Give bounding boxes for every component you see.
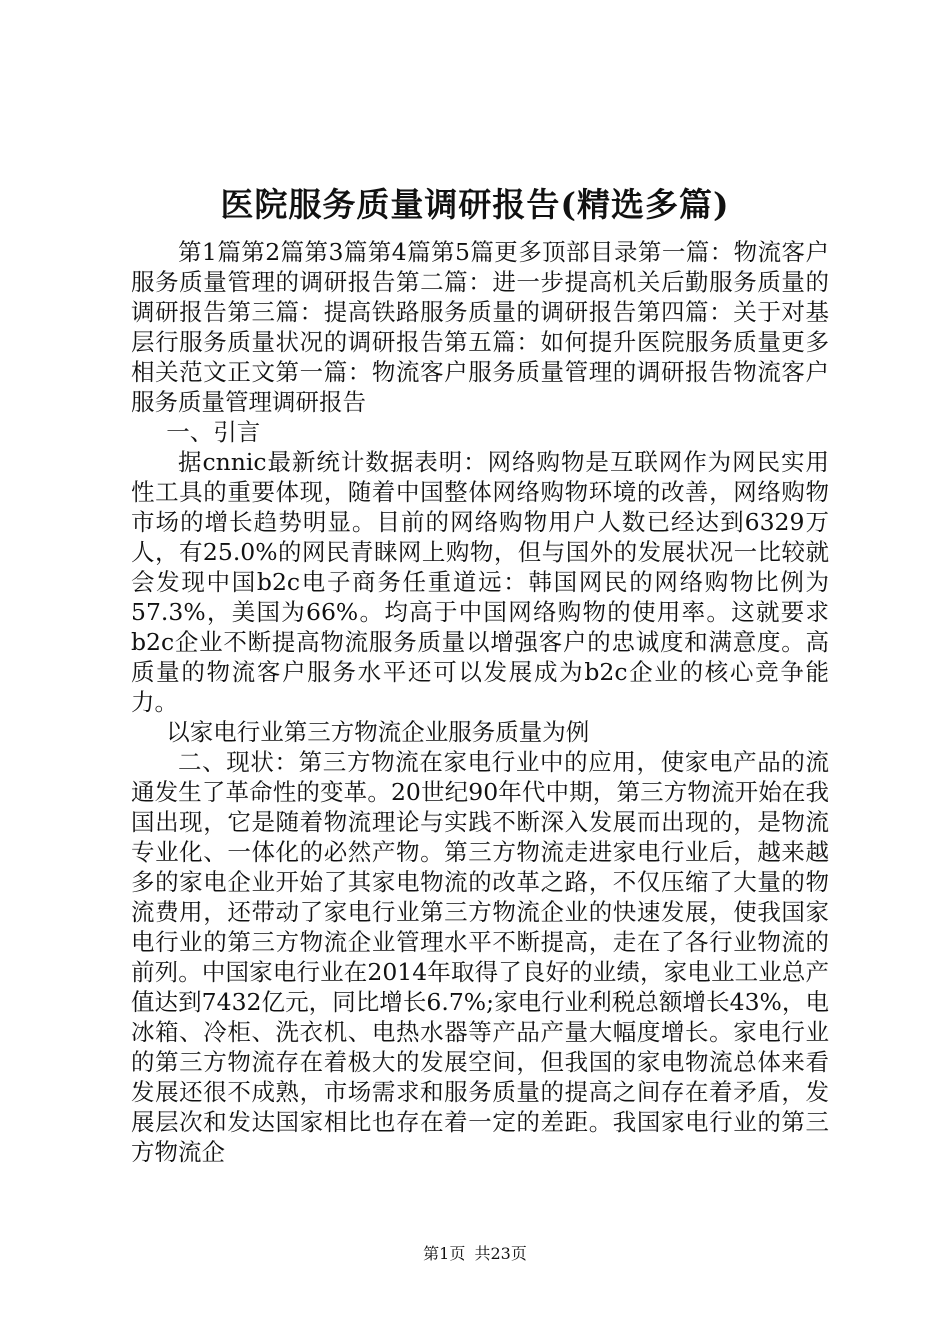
page-footer <box>0 1244 950 1264</box>
paragraph-example-heading: 以家电行业第三方物流企业服务质量为例 <box>166 718 590 746</box>
paragraph-status: 二、现状：第三方物流在家电行业中的应用，使家电产品的流通发生了革命性的变革。20世纪90年代中期，第三方物流开始在我国出现，它是随着物流理论与实践不断深入发展而出现的，是物流专业化、一体化的必然产物。第三方物流走进家电行业后，越来越多的家电企业开始了其家电物流的改革之路，不仅压缩了大量的物流费用，还带动了家电行业第三方物流企业的快速发展，使我国家电行业的第三方物流企业管理水平不断提高，走在了各行业物流的前列。中国家电行业在2014年取得了良好的业绩，家电业工业总产值达到7432亿元，同比增长6.7%;家电行业利税总额增长43%，电冰箱、冷柜、洗衣机、电热水器等产品产量大幅度增长。家电行业的第三方物流存在着极大的发展空间，但我国的家电物流总体来看发展还很不成熟，市场需求和服务质量的提高之间存在着矛盾，发展层次和发达国家相比也存在着一定的差距。我国家电行业的第三方物流企 <box>131 748 829 1166</box>
document-title: 医院服务质量调研报告(精选多篇) <box>220 185 730 224</box>
page-number: 第1页 <box>423 1244 466 1263</box>
document-body <box>131 237 829 1167</box>
page-total: 共23页 <box>474 1244 527 1263</box>
section-heading-intro: 一、引言 <box>166 418 261 446</box>
paragraph-toc: 第1篇第2篇第3篇第4篇第5篇更多顶部目录第一篇：物流客户服务质量管理的调研报告第二篇：进一步提高机关后勤服务质量的调研报告第三篇：提高铁路服务质量的调研报告第四篇：关于对基层行服务质量状况的调研报告第五篇：如何提升医院服务质量更多相关范文正文第一篇：物流客户服务质量管理的调研报告物流客户服务质量管理调研报告 <box>131 238 829 416</box>
paragraph-intro: 据cnnic最新统计数据表明：网络购物是互联网作为网民实用性工具的重要体现，随着中国整体网络购物环境的改善，网络购物市场的增长趋势明显。目前的网络购物用户人数已经达到6329万人，有25.0%的网民青睐网上购物，但与国外的发展状况一比较就会发现中国b2c电子商务任重道远：韩国网民的网络购物比例为57.3%，美国为66%。均高于中国网络购物的使用率。这就要求b2c企业不断提高物流服务质量以增强客户的忠诚度和满意度。高质量的物流客户服务水平还可以发展成为b2c企业的核心竞争能力。 <box>131 448 829 716</box>
